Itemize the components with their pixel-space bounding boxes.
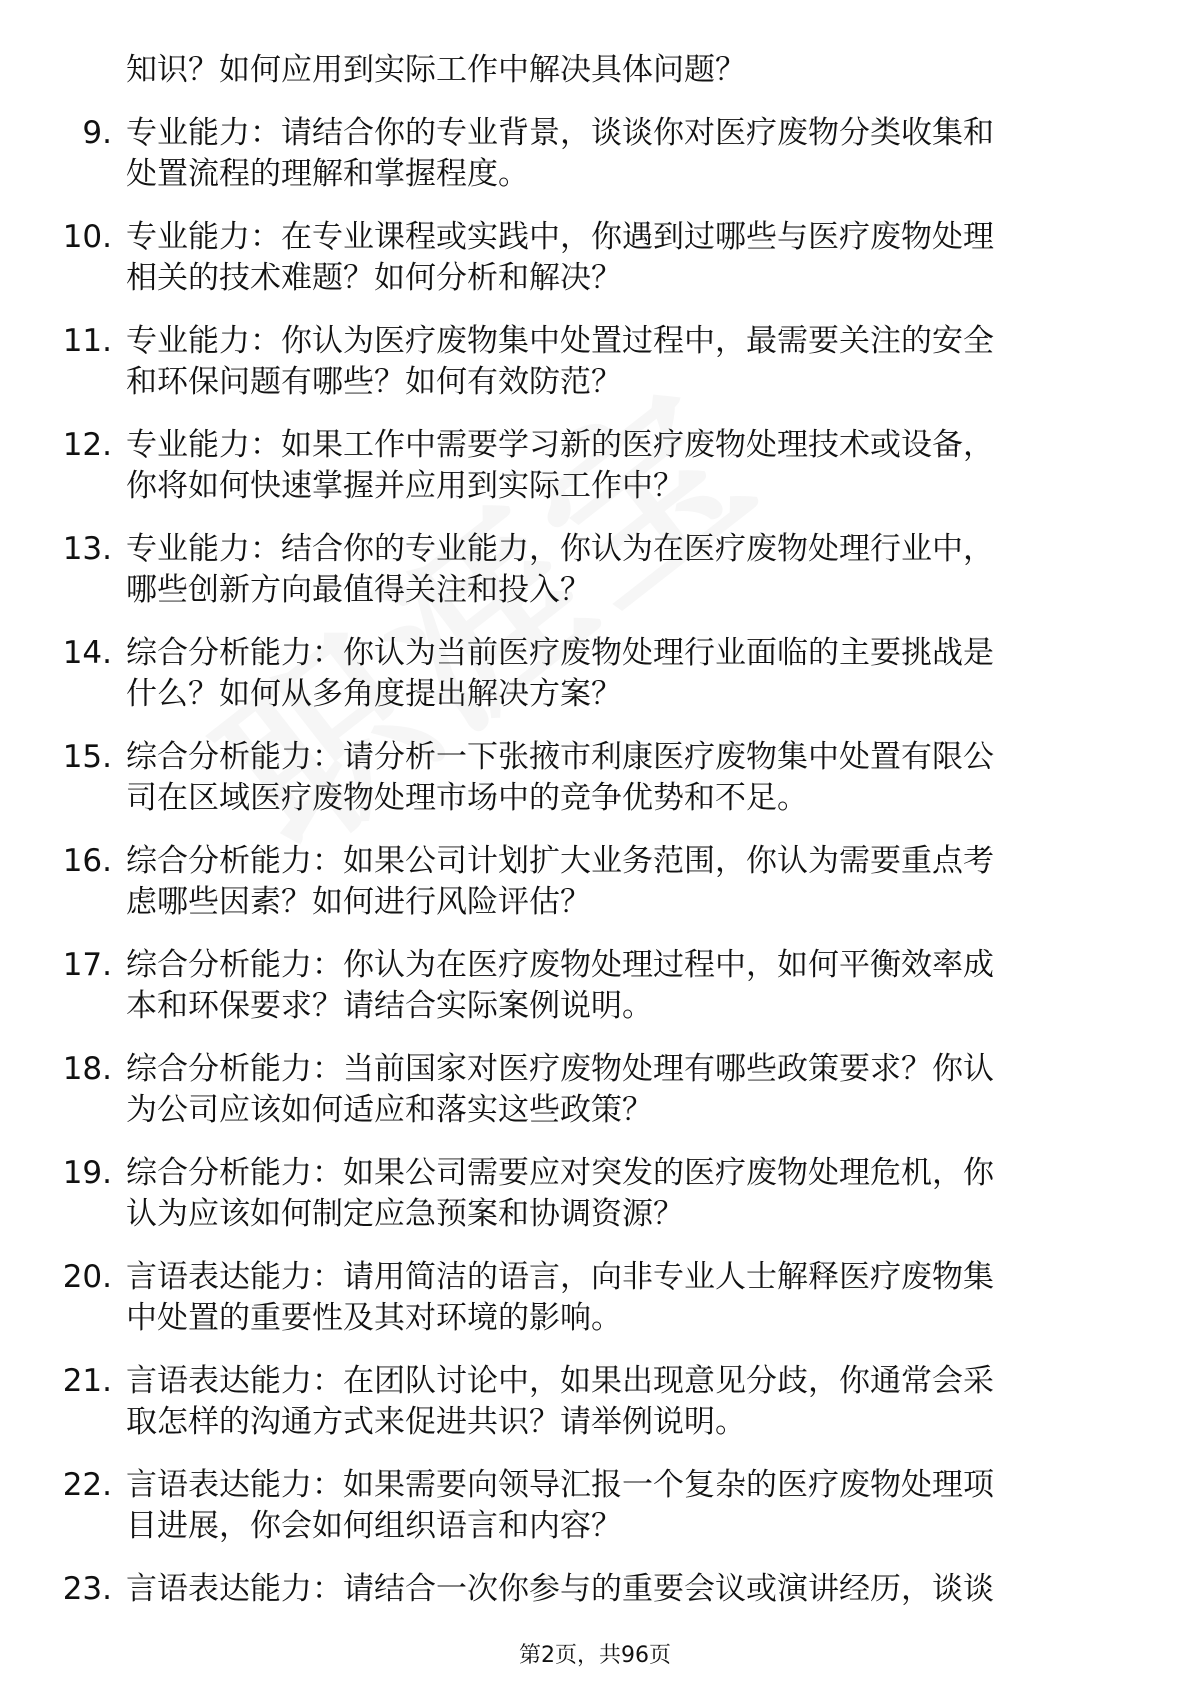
- page-footer: 第2页，共96页: [519, 1643, 671, 1668]
- question-text-line: 处置流程的理解和掌握程度。: [126, 156, 529, 192]
- question-item: [58, 841, 1118, 923]
- question-text-line: 虑哪些因素？如何进行风险评估？: [126, 884, 591, 920]
- question-text-line: 综合分析能力：如果公司计划扩大业务范围，你认为需要重点考: [126, 843, 994, 879]
- question-text-line: 言语表达能力：请结合一次你参与的重要会议或演讲经历，谈谈: [126, 1571, 994, 1607]
- question-item: [58, 945, 1118, 1027]
- question-number: 20.: [62, 1259, 112, 1295]
- question-text-line: 言语表达能力：请用简洁的语言，向非专业人士解释医疗废物集: [126, 1259, 994, 1295]
- question-text-line: 相关的技术难题？如何分析和解决？: [126, 260, 622, 296]
- question-text-line: 言语表达能力：如果需要向领导汇报一个复杂的医疗废物处理项: [126, 1467, 994, 1503]
- question-text: [126, 113, 1118, 195]
- question-text: [126, 425, 1118, 507]
- question-item: [58, 217, 1118, 299]
- question-item: [58, 1049, 1118, 1131]
- question-text: [126, 1569, 1118, 1610]
- question-number: 14.: [62, 635, 112, 671]
- question-text: [126, 1049, 1118, 1131]
- question-text: [126, 841, 1118, 923]
- question-text-line: 专业能力：请结合你的专业背景，谈谈你对医疗废物分类收集和: [126, 115, 994, 151]
- question-text: [126, 321, 1118, 403]
- question-item: [58, 633, 1118, 715]
- question-text-line: 综合分析能力：你认为当前医疗废物处理行业面临的主要挑战是: [126, 635, 994, 671]
- question-text: [126, 529, 1118, 611]
- question-text-line: 专业能力：你认为医疗废物集中处置过程中，最需要关注的安全: [126, 323, 994, 359]
- question-text-line: 综合分析能力：当前国家对医疗废物处理有哪些政策要求？你认: [126, 1051, 994, 1087]
- question-text-line: 为公司应该如何适应和落实这些政策？: [126, 1092, 653, 1128]
- question-text-line: 取怎样的沟通方式来促进共识？请举例说明。: [126, 1404, 746, 1440]
- question-text-line: 综合分析能力：如果公司需要应对突发的医疗废物处理危机，你: [126, 1155, 994, 1191]
- question-number: 13.: [62, 531, 112, 567]
- continuation-line: 知识？如何应用到实际工作中解决具体问题？: [126, 52, 746, 88]
- question-text-line: 司在区域医疗废物处理市场中的竞争优势和不足。: [126, 780, 808, 816]
- question-number: 22.: [62, 1467, 112, 1503]
- question-number: 23.: [62, 1571, 112, 1607]
- question-text-line: 目进展，你会如何组织语言和内容？: [126, 1508, 622, 1544]
- question-number: 10.: [62, 219, 112, 255]
- question-number: 19.: [62, 1155, 112, 1191]
- question-text-line: 你将如何快速掌握并应用到实际工作中？: [126, 468, 684, 504]
- question-number: 11.: [62, 323, 112, 359]
- question-text: [126, 217, 1118, 299]
- question-number: 16.: [62, 843, 112, 879]
- question-number: 21.: [62, 1363, 112, 1399]
- question-text-line: 专业能力：在专业课程或实践中，你遇到过哪些与医疗废物处理: [126, 219, 994, 255]
- question-text-line: 综合分析能力：请分析一下张掖市利康医疗废物集中处置有限公: [126, 739, 994, 775]
- question-text-line: 和环保问题有哪些？如何有效防范？: [126, 364, 622, 400]
- question-number: 17.: [62, 947, 112, 983]
- question-item: [58, 1153, 1118, 1235]
- question-number: 15.: [62, 739, 112, 775]
- question-item: [58, 1361, 1118, 1443]
- question-text-line: 哪些创新方向最值得关注和投入？: [126, 572, 591, 608]
- question-item: [58, 529, 1118, 611]
- question-text-line: 言语表达能力：在团队讨论中，如果出现意见分歧，你通常会采: [126, 1363, 994, 1399]
- question-item: [58, 737, 1118, 819]
- question-item: [58, 1257, 1118, 1339]
- question-item: [58, 1569, 1118, 1610]
- question-number: 18.: [62, 1051, 112, 1087]
- question-text: [126, 1465, 1118, 1547]
- question-text-line: 综合分析能力：你认为在医疗废物处理过程中，如何平衡效率成: [126, 947, 994, 983]
- question-number: 9.: [82, 115, 112, 151]
- question-text: [126, 633, 1118, 715]
- question-text-line: 本和环保要求？请结合实际案例说明。: [126, 988, 653, 1024]
- question-text-line: 专业能力：如果工作中需要学习新的医疗废物处理技术或设备，: [126, 427, 994, 463]
- question-text-line: 什么？如何从多角度提出解决方案？: [126, 676, 622, 712]
- question-item: [58, 321, 1118, 403]
- question-text: [126, 1153, 1118, 1235]
- question-text-line: 专业能力：结合你的专业能力，你认为在医疗废物处理行业中，: [126, 531, 994, 567]
- question-text-line: 认为应该如何制定应急预案和协调资源？: [126, 1196, 684, 1232]
- question-item: [58, 425, 1118, 507]
- question-list: [58, 50, 1118, 1610]
- question-item: [58, 113, 1118, 195]
- question-text: [126, 1361, 1118, 1443]
- question-text: [126, 1257, 1118, 1339]
- question-text: [126, 945, 1118, 1027]
- items-container: [58, 113, 1118, 1610]
- question-item: [58, 1465, 1118, 1547]
- question-text: [126, 737, 1118, 819]
- question-text-line: 中处置的重要性及其对环境的影响。: [126, 1300, 622, 1336]
- question-number: 12.: [62, 427, 112, 463]
